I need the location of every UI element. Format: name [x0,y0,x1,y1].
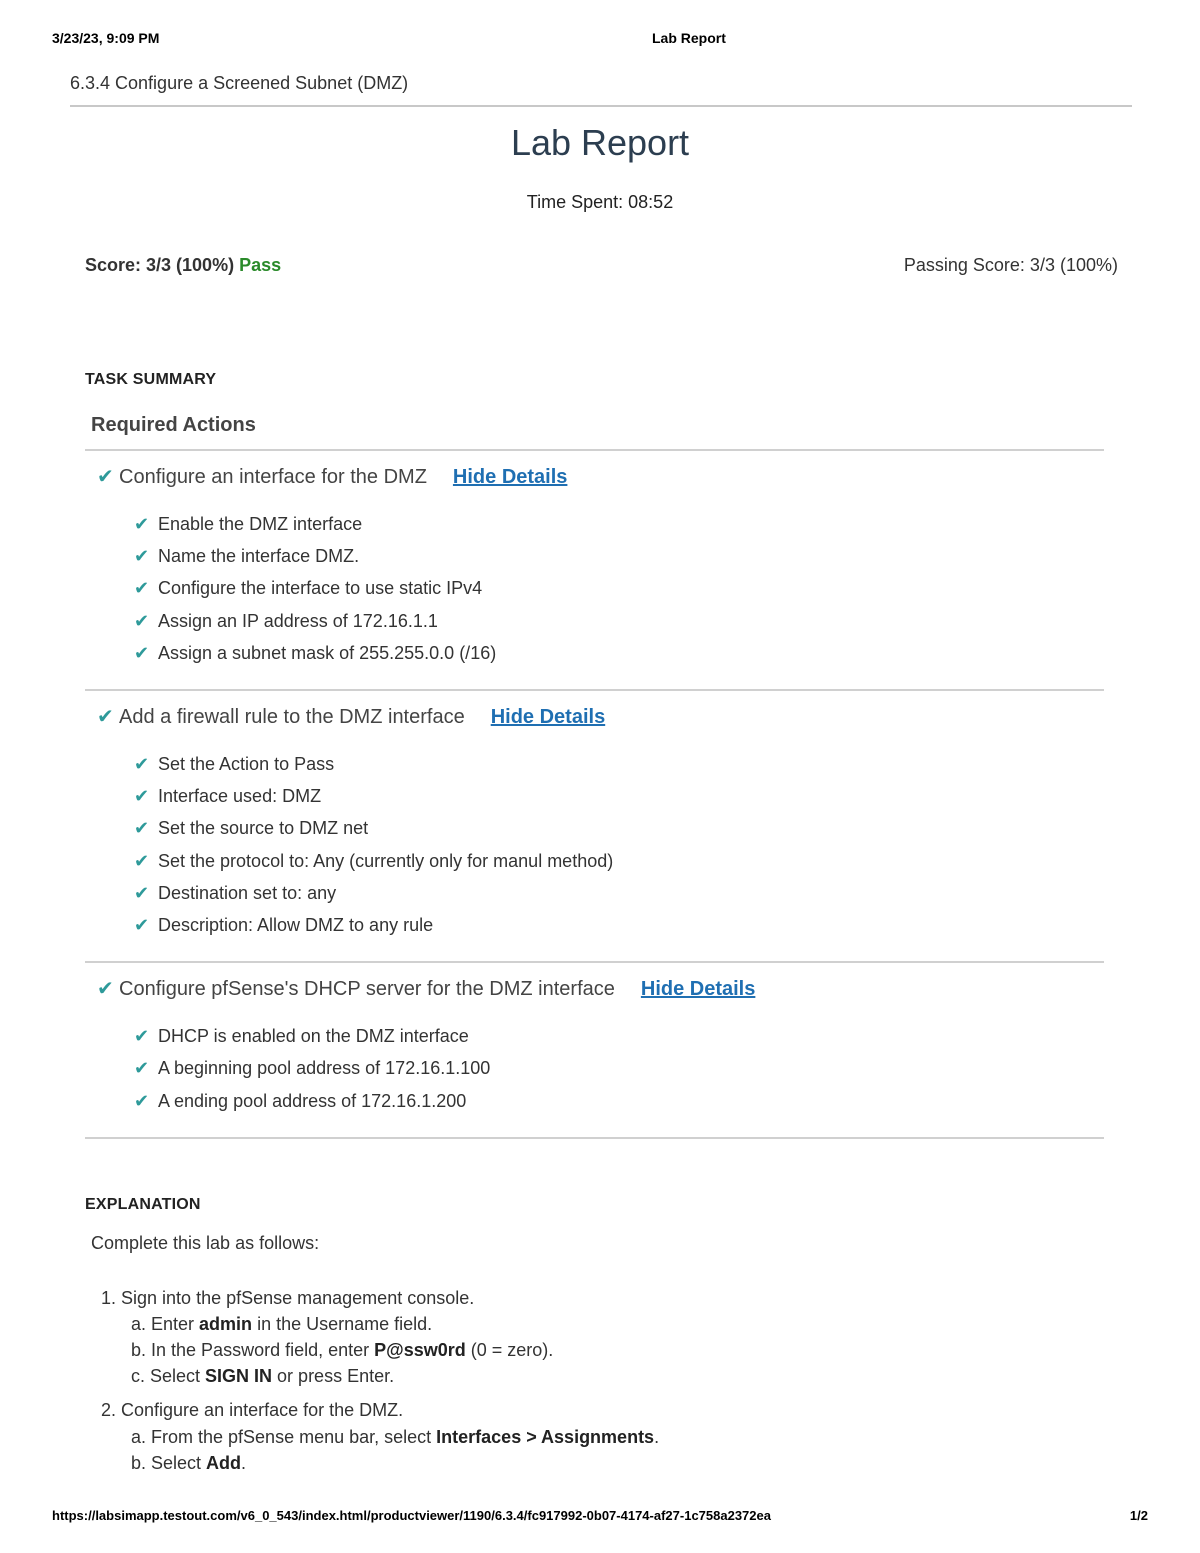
subtask-label: Set the Action to Pass [158,754,335,774]
step-emphasis: admin [199,1314,253,1334]
divider [85,449,1104,451]
subtask-item [134,786,321,807]
subtask-label: A beginning pool address of 172.16.1.100 [158,1058,491,1078]
subtask-label: Description: Allow DMZ to any rule [158,915,434,935]
checkmark-icon: ✔ [134,786,150,806]
task-label: Add a firewall rule to the DMZ interface [119,706,465,728]
task-label: Configure an interface for the DMZ [119,466,427,488]
subtask-label: DHCP is enabled on the DMZ interface [158,1026,469,1046]
checkmark-icon: ✔ [134,915,150,935]
subtask-item [134,546,359,567]
step-text: c. Select [131,1366,206,1386]
title-divider [70,105,1132,107]
subtask-item [134,915,433,936]
step-text: . [241,1453,247,1473]
score [85,255,281,276]
step-1c [131,1366,394,1387]
print-header [52,30,1148,50]
subtask-label: Set the source to DMZ net [158,818,369,838]
subtask-item [134,883,336,904]
step-emphasis: Add [206,1453,242,1473]
subtask-label: Name the interface DMZ. [158,546,360,566]
step-1b [131,1340,553,1361]
divider [85,1137,1104,1139]
checkmark-icon: ✔ [97,466,114,488]
step-text: b. In the Password field, enter [131,1340,375,1360]
checkmark-icon: ✔ [97,706,114,728]
step-emphasis: SIGN IN [205,1366,273,1386]
subtask-item [134,643,496,664]
step-2b [131,1453,246,1474]
task-row [97,976,755,1001]
step-text: in the Username field. [252,1314,433,1334]
checkmark-icon: ✔ [134,851,150,871]
task-summary-label: TASK SUMMARY [85,371,217,388]
subtask-label: Configure the interface to use static IPv4 [158,578,483,598]
subtask-item [134,1058,490,1079]
subtask-item [134,578,482,599]
page-number: 1/2 [1129,1508,1148,1523]
task-row [97,464,567,489]
step-emphasis: Interfaces > Assignments [436,1427,655,1447]
report-heading: Lab Report [510,122,690,163]
subtask-item [134,1026,469,1047]
subtask-item [134,1091,466,1112]
checkmark-icon: ✔ [134,1026,150,1046]
subtask-label: Interface used: DMZ [158,786,322,806]
checkmark-icon: ✔ [134,883,150,903]
passing-score: Passing Score: 3/3 (100%) [903,255,1118,275]
step-text: or press Enter. [272,1366,395,1386]
divider [85,689,1104,691]
subtask-item [134,818,368,839]
checkmark-icon: ✔ [134,643,150,663]
hide-details-link[interactable]: Hide Details [490,706,606,728]
checkmark-icon: ✔ [134,1058,150,1078]
step-text: a. From the pfSense menu bar, select [131,1427,437,1447]
divider [85,961,1104,963]
subtask-label: Assign a subnet mask of 255.255.0.0 (/16) [158,643,497,663]
step-2a [131,1427,659,1448]
hide-details-link[interactable]: Hide Details [452,466,568,488]
score-value: Score: 3/3 (100%) [85,255,235,275]
explanation-intro: Complete this lab as follows: [91,1233,320,1253]
subtask-label: A ending pool address of 172.16.1.200 [158,1091,467,1111]
page-url: https://labsimapp.testout.com/v6_0_543/index.html/productviewer/1190/6.3.4/fc917992-0b07-4174-af27-1c758a2372ea [52,1508,771,1523]
step-2: 2. Configure an interface for the DMZ. [101,1400,404,1420]
pass-status-badge: Pass [239,255,282,275]
checkmark-icon: ✔ [134,578,150,598]
lab-title: 6.3.4 Configure a Screened Subnet (DMZ) [70,73,409,93]
print-footer [52,1508,1148,1528]
subtask-item [134,514,362,535]
time-spent: Time Spent: 08:52 [526,192,674,212]
subtask-item [134,851,613,872]
subtask-label: Destination set to: any [158,883,337,903]
required-actions-heading: Required Actions [91,414,256,436]
print-title: Lab Report [652,30,726,46]
subtask-item [134,754,334,775]
checkmark-icon: ✔ [134,546,150,566]
step-text: b. Select [131,1453,207,1473]
step-text: . [654,1427,660,1447]
checkmark-icon: ✔ [134,1091,150,1111]
step-1: 1. Sign into the pfSense management console. [101,1288,475,1308]
print-datetime: 3/23/23, 9:09 PM [52,30,160,46]
checkmark-icon: ✔ [134,611,150,631]
task-label: Configure pfSense's DHCP server for the DMZ interface [119,978,615,1000]
subtask-item [134,611,438,632]
checkmark-icon: ✔ [134,818,150,838]
step-emphasis: P@ssw0rd [374,1340,466,1360]
checkmark-icon: ✔ [134,514,150,534]
subtask-label: Assign an IP address of 172.16.1.1 [158,611,438,631]
explanation-label: EXPLANATION [85,1196,201,1213]
task-row [97,704,605,729]
step-1a [131,1314,432,1335]
checkmark-icon: ✔ [97,978,114,1000]
checkmark-icon: ✔ [134,754,150,774]
step-text: (0 = zero). [465,1340,554,1360]
subtask-label: Enable the DMZ interface [158,514,363,534]
subtask-label: Set the protocol to: Any (currently only for manul method) [158,851,614,871]
step-text: a. Enter [131,1314,200,1334]
hide-details-link[interactable]: Hide Details [640,978,756,1000]
